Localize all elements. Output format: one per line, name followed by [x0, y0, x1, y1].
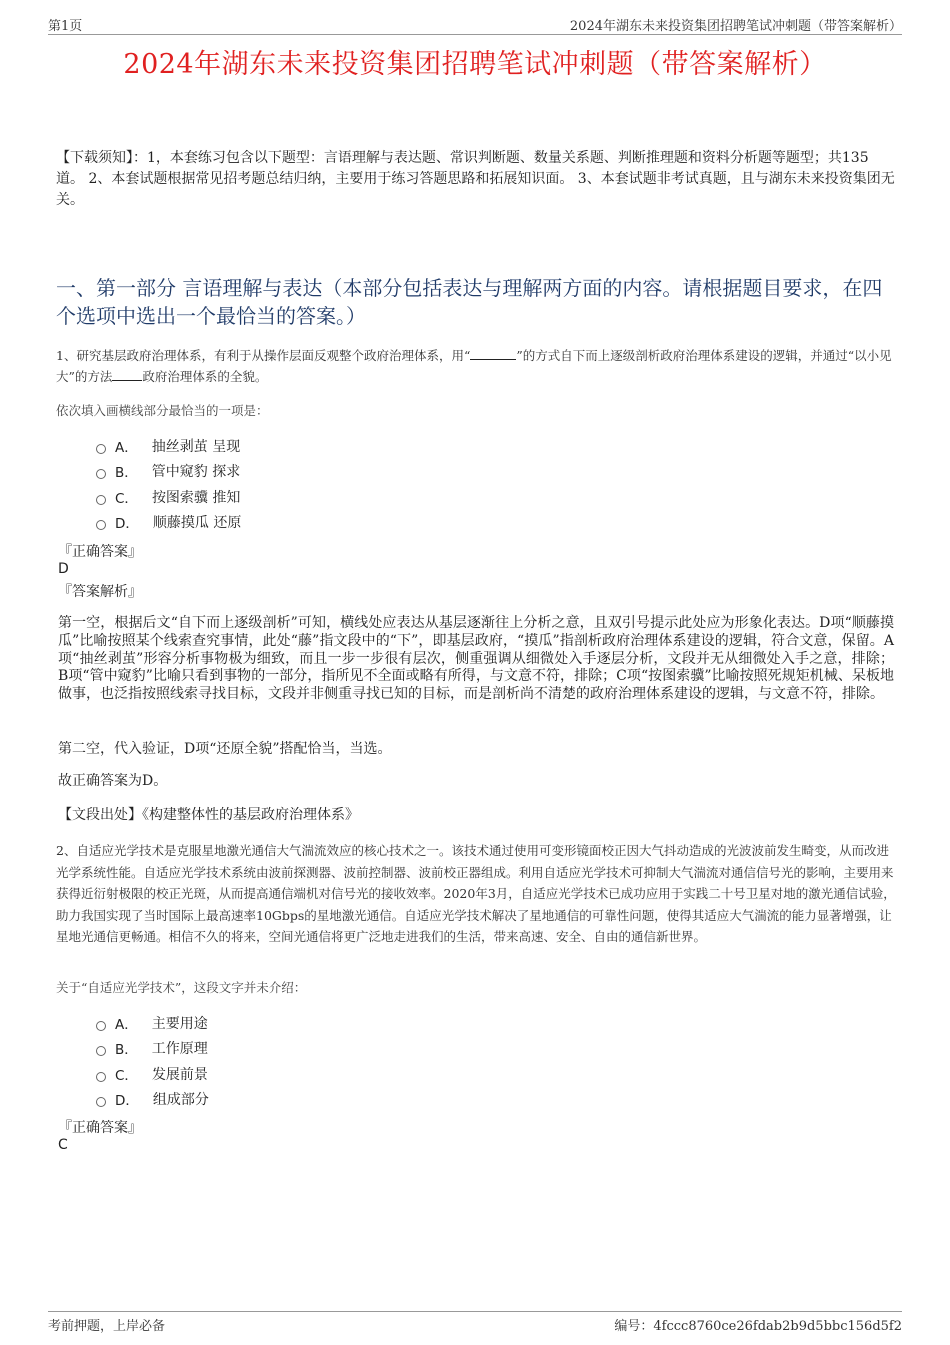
option-d[interactable]	[96, 510, 241, 536]
option-text: 按图索骥 推知	[151, 489, 241, 506]
document-title: 2024年湖东未来投资集团招聘笔试冲刺题（带答案解析）	[123, 49, 827, 80]
radio-icon[interactable]	[96, 520, 106, 530]
option-label: B．	[115, 1042, 138, 1059]
option-text: 主要用途	[151, 1015, 208, 1032]
analysis-paragraph: 第一空，根据后文“自下而上逐级剖析”可知，横线处应表达从基层逐渐往上分析之意，且双引号提示此处应为形象化表达。D项“顺藤摸瓜”比喻按照某个线索查究事情，此处“藤”指文段中的“下”，即基层政府，“摸瓜”指剖析政府治理体系建设的逻辑，符合文意，保留。A项“抽丝剥茧”形容分析事物极为细致，而且一步一步很有层次，侧重强调从细微处入手逐层分析，文段并无从细微处入手之意，排除；B项“管中窥豹”比喻只看到事物的一部分，指所见不全面或略有所得，与文意不符，排除；C项“按图索骥”比喻按照死规矩机械、呆板地做事，也泛指按照线索寻找目标，文段并非侧重寻找已知的目标，而是剖析尚不清楚的政府治理体系建设的逻辑，与文意不符，排除。	[58, 615, 894, 703]
question-2-prompt: 关于“自适应光学技术”，这段文字并未介绍：	[56, 980, 307, 995]
radio-icon[interactable]	[96, 1072, 106, 1082]
correct-answer: C	[58, 1137, 68, 1153]
correct-answer-tag: 『正确答案』	[58, 544, 142, 560]
page-footer	[48, 1311, 902, 1334]
radio-icon[interactable]	[96, 469, 106, 479]
question-1-prompt: 依次填入画横线部分最恰当的一项是：	[56, 403, 269, 418]
correct-answer-tag: 『正确答案』	[58, 1120, 142, 1136]
blank-2	[112, 368, 142, 381]
option-label: C．	[115, 490, 138, 507]
option-label: D．	[115, 516, 139, 533]
footer-slogan: 考前押题，上岸必备	[48, 1319, 166, 1334]
option-text: 管中窥豹 探求	[151, 464, 241, 481]
question-2-stem: 2、自适应光学技术是克服星地激光通信大气湍流效应的核心技术之一。该技术通过使用可变形镜面校正因大气抖动造成的光波波前发生畸变，从而改进光学系统性能。自适应光学技术系统由波前探测器、波前控制器、波前校正器组成。利用自适应光学技术可抑制大气湍流对通信信号光的影响，主要用来获得近衍射极限的校正光斑，从而提高通信端机对信号光的接收效率。2020年3月，自适应光学技术已成功应用于实践二十号卫星对地的激光通信试验，助力我国实现了当时国际上最高速率10Gbps的星地激光通信。自适应光学技术解决了星地通信的可靠性问题，使得其适应大气湍流的能力显著增强，让星地光通信更畅通。相信不久的将来，空间光通信将更广泛地走进我们的生活，带来高速、安全、自由的通信新世界。	[56, 843, 896, 944]
option-text: 顺藤摸瓜 还原	[152, 515, 242, 532]
option-d[interactable]	[96, 1087, 209, 1113]
option-label: B．	[115, 465, 138, 482]
correct-answer: D	[58, 561, 69, 577]
analysis-paragraph: 第二空，代入验证，D项“还原全貌”搭配恰当，当选。	[58, 741, 392, 757]
option-label: C．	[115, 1067, 138, 1084]
option-label: A．	[115, 439, 138, 456]
radio-icon[interactable]	[96, 1021, 106, 1031]
option-c[interactable]	[96, 1061, 209, 1087]
option-text: 抽丝剥茧 呈现	[151, 438, 241, 455]
analysis-paragraph: 故正确答案为D。	[58, 773, 168, 789]
option-a[interactable]	[96, 433, 241, 459]
blank-1	[470, 347, 516, 360]
document-id: 编号：4fccc8760ce26fdab2b9d5bbc156d5f2	[614, 1319, 902, 1334]
question-2-options	[96, 1010, 209, 1112]
option-text: 发展前景	[151, 1066, 208, 1083]
q1-stem-part-a: 1、研究基层政府治理体系，有利于从操作层面反观整个政府治理体系，用“	[56, 348, 471, 363]
option-label: A．	[115, 1016, 138, 1033]
download-notice: 【下载须知】：1，本套练习包含以下题型：言语理解与表达题、常识判断题、数量关系题、判断推理题和资料分析题等题型；共135道。 2、本套试题根据常见招考题总结归纳，主要用于练习答题思路和拓展知识面。 3、本套试题非考试真题，且与湖东未来投资集团无关。	[56, 150, 895, 208]
option-a[interactable]	[96, 1010, 209, 1036]
option-b[interactable]	[96, 1036, 209, 1062]
radio-icon[interactable]	[96, 495, 106, 505]
radio-icon[interactable]	[96, 1046, 106, 1056]
section-heading: 一、第一部分 言语理解与表达（本部分包括表达与理解两方面的内容。请根据题目要求，在四个选项中选出一个最恰当的答案。）	[56, 276, 883, 328]
option-text: 工作原理	[151, 1041, 208, 1058]
option-text: 组成部分	[152, 1092, 209, 1109]
question-1-options	[96, 433, 241, 535]
option-c[interactable]	[96, 484, 241, 510]
analysis-tag: 『答案解析』	[58, 584, 142, 600]
question-1-stem	[56, 345, 896, 387]
page-number: 第1页	[48, 19, 83, 34]
page-header	[48, 12, 902, 35]
option-b[interactable]	[96, 459, 241, 485]
source-citation: 【文段出处】《构建整体性的基层政府治理体系》	[58, 807, 359, 823]
radio-icon[interactable]	[96, 444, 106, 454]
q1-stem-part-c: 政府治理体系的全貌。	[142, 369, 268, 384]
radio-icon[interactable]	[96, 1097, 106, 1107]
q1-stem-part-b: ”的方式自下而上逐级剖析政府治理体系建设的逻辑，并通过“以小见大”的方法	[56, 348, 892, 384]
header-doc-title: 2024年湖东未来投资集团招聘笔试冲刺题（带答案解析）	[569, 19, 902, 34]
option-label: D．	[115, 1093, 139, 1110]
